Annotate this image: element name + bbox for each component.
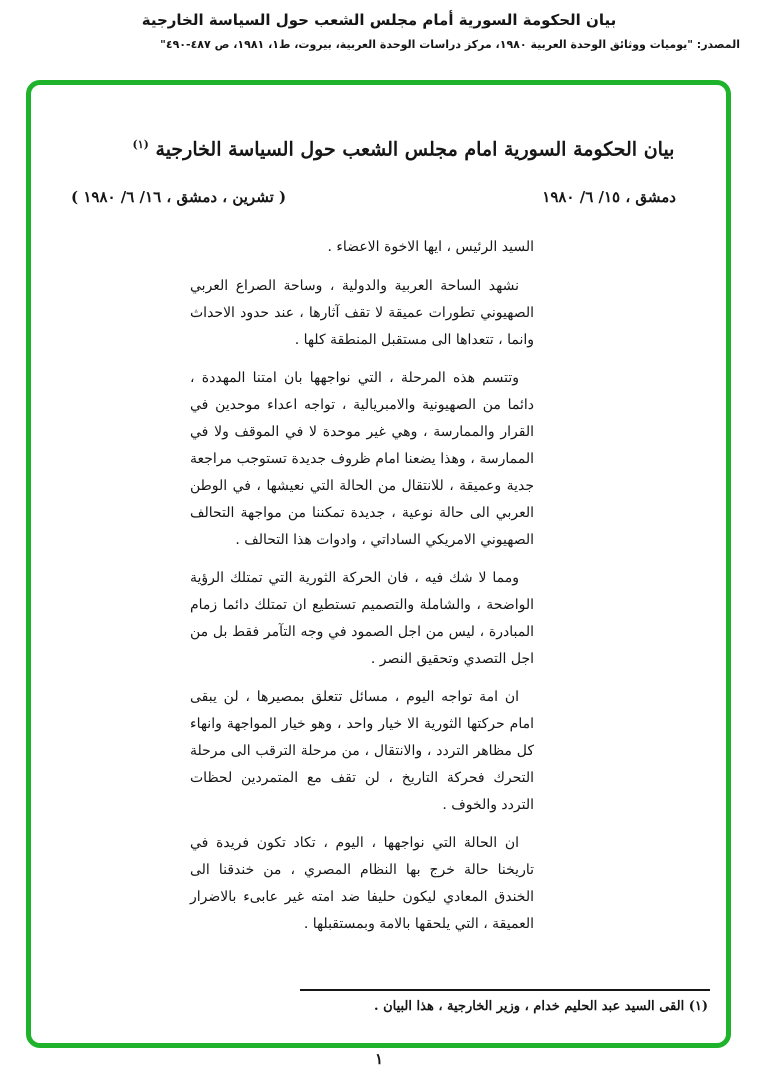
salutation: السيد الرئيس ، ايها الاخوة الاعضاء .	[327, 239, 534, 256]
paragraph: ومما لا شك فيه ، فان الحركة الثورية التي تمتلك الرؤية الواضحة ، والشاملة والتصميم تستطيع ان تمتلك دائما زمام المبادرة ، ليس من اجل الصمود في وجه التآمر فقط بل من اجل التصدي وتحقيق النصر .	[190, 570, 534, 668]
paragraph: ان امة تواجه اليوم ، مسائل تتعلق بمصيرها ، لن يبقى امام حركتها الثورية الا خيار واحد ، وهو خيار المواجهة وانهاء كل مظاهر التردد ، والانتقال ، من مرحلة الترقب الى مرحلة التحرك فحركة التاريخ ، لن تقف مع المتمردين لحظات التردد والخوف .	[190, 689, 534, 814]
footnote-text: (١) القى السيد عبد الحليم خدام ، وزير الخارجية ، هذا البيان .	[374, 999, 708, 1014]
statement-body	[190, 234, 534, 938]
statement-title-text: بيان الحكومة السورية امام مجلس الشعب حول السياسة الخارجية	[155, 138, 675, 161]
paragraph: نشهد الساحة العربية والدولية ، وساحة الصراع العربي الصهيوني تطورات عميقة لا تقف آثارها ، عند حدود الاحداث وانما ، تتعداها الى مستقبل المنطقة كلها .	[190, 278, 534, 349]
dateline-left: ( تشرين ، دمشق ، ١٦/ ٦/ ١٩٨٠ )	[71, 188, 287, 207]
statement-title	[131, 131, 676, 163]
title-footnote-ref: (١)	[132, 138, 149, 151]
green-frame	[26, 80, 731, 1048]
paragraph: وتتسم هذه المرحلة ، التي نواجهها بان امتنا المهددة ، دائما من الصهيونية والامبريالية ، تواجه اعداء موحدين في القرار والممارسة ، وهي غير موحدة لا في الموقف ولا في الممارسة ، وهذا يضعنا امام ظروف جديدة تستوجب مراجعة جدية وعميقة ، للانتقال من الحالة التي نعيشها ، في الوطن العربي الى حالة نوعية ، جديدة تمكننا من مواجهة التحالف الصهيوني الامريكي الساداتي ، وادوات هذا التحالف .	[190, 370, 534, 549]
dateline-right: دمشق ، ١٥/ ٦/ ١٩٨٠	[542, 188, 676, 207]
source-line: المصدر: "يوميات ووثائق الوحدة العربية ١٩٨٠، مركز دراسات الوحدة العربية، بيروت، ط١، ١٩٨١، ص ٤٨٧-٤٩٠"	[160, 38, 740, 51]
footnote-divider	[300, 989, 710, 991]
page-header	[0, 0, 758, 52]
dateline-row	[71, 188, 676, 206]
document-heading: بيان الحكومة السورية أمام مجلس الشعب حول السياسة الخارجية	[141, 11, 617, 29]
paragraph: ان الحالة التي نواجهها ، اليوم ، تكاد تكون فريدة في تاريخنا حالة خرج بها النظام المصري ، من خندقنا الى الخندق المعادي ليكون حليفا ضد امته غير عابىء بالاضرار العميقة ، التي يلحقها بالامة وبمستقبلها .	[190, 835, 534, 933]
page-number: ١	[374, 1050, 384, 1068]
footnote-area	[300, 989, 710, 1017]
